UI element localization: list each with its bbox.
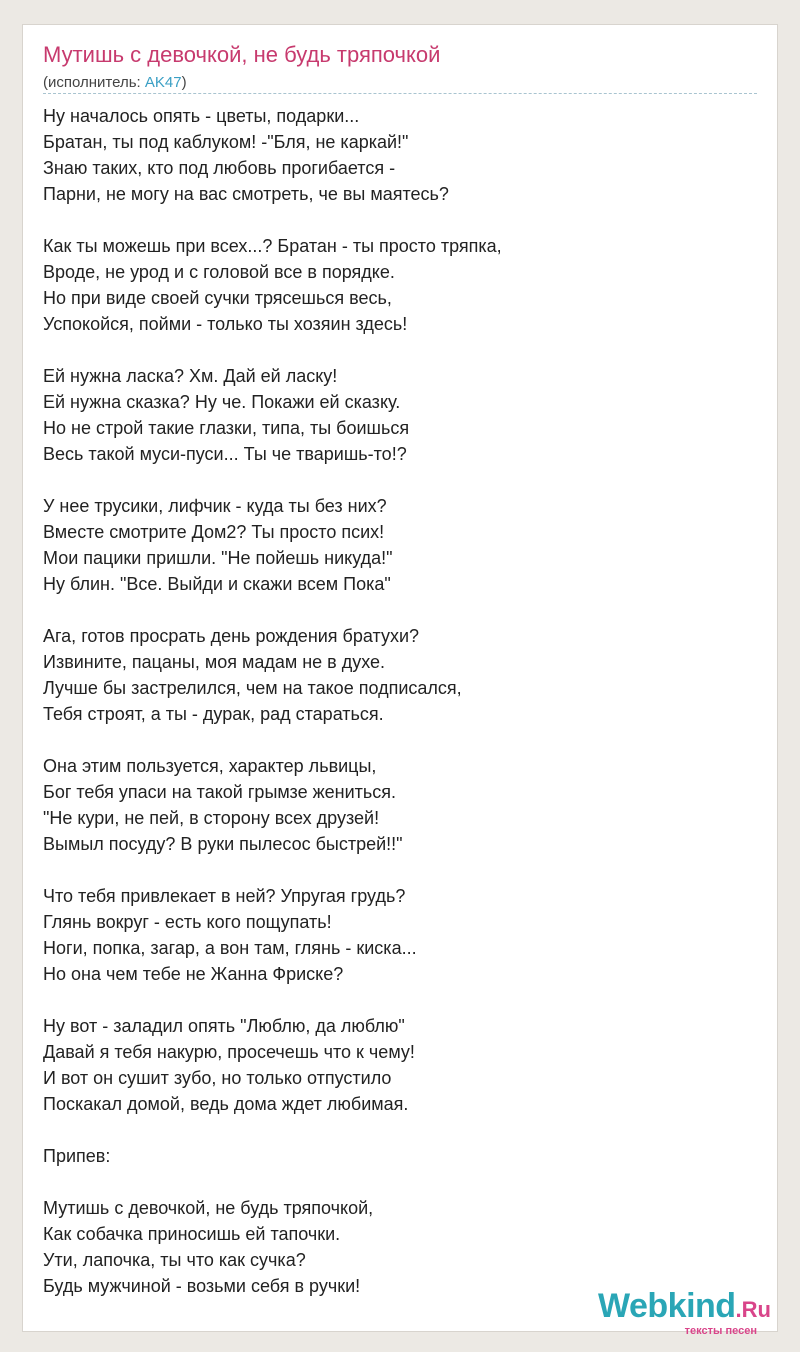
stanza-gap [43, 987, 759, 1013]
lyric-line: Вымыл посуду? В руки пылесос быстрей!!" [43, 834, 403, 854]
lyric-line: Будь мужчиной - возьми себя в ручки! [43, 1276, 361, 1296]
lyric-line: Братан, ты под каблуком! -"Бля, не каркай!" [43, 132, 409, 152]
lyric-line: Ей нужна сказка? Ну че. Покажи ей сказку. [43, 392, 401, 412]
stanza-gap [43, 207, 759, 233]
stanza-gap [43, 597, 759, 623]
lyric-line: Но не строй такие глазки, типа, ты боишься [43, 418, 410, 438]
lyric-line: Но она чем тебе не Жанна Фриске? [43, 964, 344, 984]
lyric-line: Знаю таких, кто под любовь прогибается - [43, 158, 396, 178]
lyric-line: Ути, лапочка, ты что как сучка? [43, 1250, 306, 1270]
lyric-line: Она этим пользуется, характер львицы, [43, 756, 377, 776]
lyrics-body [43, 103, 759, 1299]
lyric-line: У нее трусики, лифчик - куда ты без них? [43, 496, 387, 516]
performer-line [43, 74, 187, 91]
lyric-line: Парни, не могу на вас смотреть, че вы маятесь? [43, 184, 449, 204]
performer-link[interactable]: AK47 [144, 74, 182, 91]
lyric-line: Ага, готов просрать день рождения братухи? [43, 626, 420, 646]
lyric-line: Ноги, попка, загар, а вон там, глянь - киска... [43, 938, 417, 958]
stanza-gap [43, 1169, 759, 1195]
stanza-gap [43, 1117, 759, 1143]
lyric-line: И вот он сушит зубо, но только отпустило [43, 1068, 392, 1088]
lyric-line: Мои пацики пришли. "Не пойешь никуда!" [43, 548, 393, 568]
lyric-line: Вместе смотрите Дом2? Ты просто псих! [43, 522, 385, 542]
lyric-line: Лучше бы застрелился, чем на такое подписался, [43, 678, 462, 698]
lyric-line: Поскакал домой, ведь дома ждет любимая. [43, 1094, 409, 1114]
logo-tagline: тексты песен [684, 1325, 757, 1337]
lyric-line: Ей нужна ласка? Хм. Дай ей ласку! [43, 366, 338, 386]
performer-suffix: ) [181, 74, 187, 91]
lyric-line: Но при виде своей сучки трясешься весь, [43, 288, 392, 308]
stanza-gap [43, 727, 759, 753]
lyric-line: Извините, пацаны, моя мадам не в духе. [43, 652, 386, 672]
lyric-line: Ну блин. "Все. Выйди и скажи всем Пока" [43, 574, 391, 594]
stanza-gap [43, 857, 759, 883]
site-logo[interactable] [598, 1287, 771, 1337]
lyric-line: Как ты можешь при всех...? Братан - ты просто тряпка, [43, 236, 502, 256]
lyric-line: Ну началось опять - цветы, подарки... [43, 106, 360, 126]
logo-brand: Webkind [598, 1287, 736, 1325]
title-divider [43, 93, 757, 94]
lyric-line: Ну вот - заладил опять "Люблю, да люблю" [43, 1016, 405, 1036]
lyric-line: Как собачка приносишь ей тапочки. [43, 1224, 341, 1244]
stanza-gap [43, 337, 759, 363]
lyric-line: "Не кури, не пей, в сторону всех друзей! [43, 808, 380, 828]
song-title: Мутишь с девочкой, не будь тряпочкой [43, 42, 441, 67]
lyric-line: Припев: [43, 1146, 111, 1166]
lyric-line: Тебя строят, а ты - дурак, рад стараться. [43, 704, 384, 724]
lyric-line: Бог тебя упаси на такой грымзе жениться. [43, 782, 397, 802]
stanza-gap [43, 467, 759, 493]
lyrics-card [22, 24, 778, 1337]
lyric-line: Что тебя привлекает в ней? Упругая грудь? [43, 886, 406, 906]
lyric-line: Весь такой муси-пуси... Ты че тваришь-то!? [43, 444, 407, 464]
lyric-line: Давай я тебя накурю, просечешь что к чему! [43, 1042, 415, 1062]
logo-tld: .Ru [735, 1297, 771, 1322]
performer-prefix: (исполнитель: [43, 74, 145, 91]
lyric-line: Глянь вокруг - есть кого пощупать! [43, 912, 332, 932]
lyric-line: Вроде, не урод и с головой все в порядке. [43, 262, 395, 282]
lyric-line: Мутишь с девочкой, не будь тряпочкой, [43, 1198, 374, 1218]
lyric-line: Успокойся, пойми - только ты хозяин здесь! [43, 314, 408, 334]
